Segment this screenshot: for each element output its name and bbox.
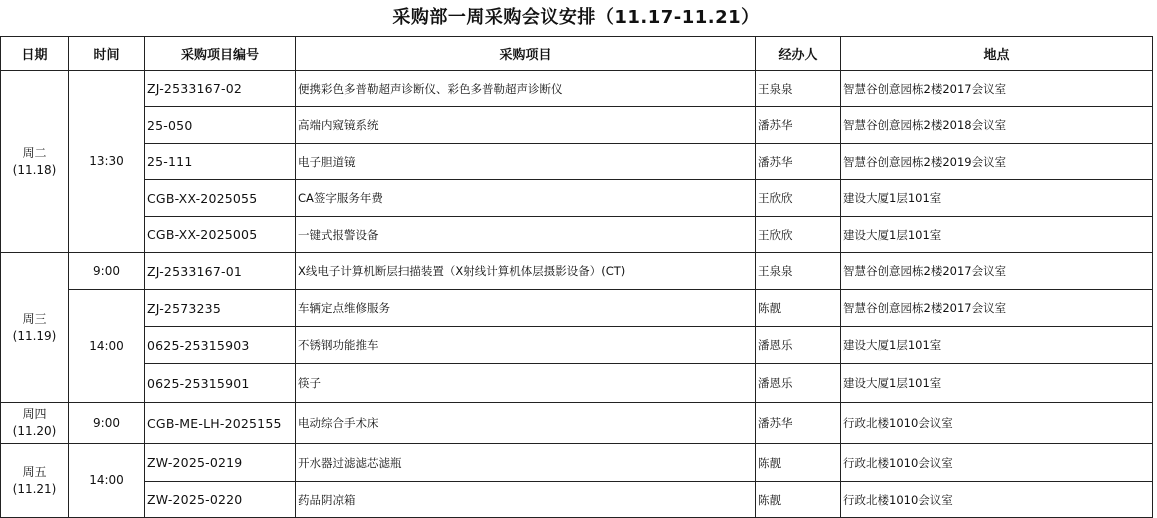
location-cell: 智慧谷创意园栋2楼2017会议室 (841, 253, 1153, 290)
project-item-cell: 一键式报警设备 (296, 217, 756, 253)
project-item-cell: 高端内窥镜系统 (296, 107, 756, 144)
table-row (1, 217, 1153, 253)
project-code-cell: ZJ-2533167-01 (145, 253, 296, 290)
location-cell: 建设大厦1层101室 (841, 327, 1153, 364)
table-body (1, 71, 1153, 518)
location-cell: 行政北楼1010会议室 (841, 482, 1153, 518)
table-row (1, 327, 1153, 364)
handler-cell: 王欣欣 (756, 180, 841, 217)
project-item-cell: 电动综合手术床 (296, 403, 756, 444)
meeting-schedule-table (0, 36, 1153, 518)
location-cell: 建设大厦1层101室 (841, 180, 1153, 217)
day-label: 周五 (22, 464, 47, 479)
project-code-cell: 0625-25315901 (145, 364, 296, 403)
day-label: 周二 (22, 145, 47, 160)
header-item: 采购项目 (296, 37, 756, 71)
handler-cell: 潘苏华 (756, 144, 841, 180)
header-row (1, 37, 1153, 71)
time-cell: 14:00 (69, 444, 145, 518)
table-row (1, 290, 1153, 327)
project-item-cell: 电子胆道镜 (296, 144, 756, 180)
time-cell: 13:30 (69, 71, 145, 253)
day-label: 周三 (22, 311, 47, 326)
handler-cell: 潘苏华 (756, 403, 841, 444)
handler-cell: 陈靓 (756, 482, 841, 518)
day-label: 周四 (22, 407, 47, 421)
day-date: (11.21) (12, 481, 57, 496)
location-cell: 行政北楼1010会议室 (841, 403, 1153, 444)
location-cell: 智慧谷创意园栋2楼2018会议室 (841, 107, 1153, 144)
header-person: 经办人 (756, 37, 841, 71)
table-row (1, 253, 1153, 290)
handler-cell: 王泉泉 (756, 71, 841, 107)
location-cell: 行政北楼1010会议室 (841, 444, 1153, 482)
time-cell: 9:00 (69, 403, 145, 444)
project-item-cell: 筷子 (296, 364, 756, 403)
project-code-cell: CGB-ME-LH-2025155 (145, 403, 296, 444)
day-date: (11.18) (12, 162, 57, 177)
project-code-cell: ZJ-2573235 (145, 290, 296, 327)
day-cell (1, 71, 69, 253)
project-item-cell: X线电子计算机断层扫描装置（X射线计算机体层摄影设备）(CT) (296, 253, 756, 290)
time-cell: 9:00 (69, 253, 145, 290)
table-row (1, 364, 1153, 403)
project-item-cell: 便携彩色多普勒超声诊断仪、彩色多普勒超声诊断仪 (296, 71, 756, 107)
table-row (1, 144, 1153, 180)
location-cell: 智慧谷创意园栋2楼2019会议室 (841, 144, 1153, 180)
header-date: 日期 (1, 37, 69, 71)
project-item-cell: CA签字服务年费 (296, 180, 756, 217)
handler-cell: 潘恩乐 (756, 327, 841, 364)
project-code-cell: ZW-2025-0220 (145, 482, 296, 518)
table-row (1, 180, 1153, 217)
day-date: (11.19) (12, 328, 57, 343)
header-location: 地点 (841, 37, 1153, 71)
location-cell: 智慧谷创意园栋2楼2017会议室 (841, 290, 1153, 327)
project-code-cell: ZW-2025-0219 (145, 444, 296, 482)
project-code-cell: 25-050 (145, 107, 296, 144)
header-time: 时间 (69, 37, 145, 71)
day-cell (1, 253, 69, 403)
project-code-cell: CGB-XX-2025005 (145, 217, 296, 253)
location-cell: 建设大厦1层101室 (841, 217, 1153, 253)
table-row (1, 71, 1153, 107)
project-code-cell: 0625-25315903 (145, 327, 296, 364)
handler-cell: 陈靓 (756, 290, 841, 327)
header-code: 采购项目编号 (145, 37, 296, 71)
table-row (1, 444, 1153, 482)
project-item-cell: 药品阴凉箱 (296, 482, 756, 518)
project-item-cell: 车辆定点维修服务 (296, 290, 756, 327)
table-row (1, 482, 1153, 518)
handler-cell: 潘恩乐 (756, 364, 841, 403)
table-row (1, 107, 1153, 144)
project-item-cell: 不锈钢功能推车 (296, 327, 756, 364)
page-title: 采购部一周采购会议安排（11.17-11.21） (392, 7, 760, 28)
day-cell (1, 444, 69, 518)
handler-cell: 潘苏华 (756, 107, 841, 144)
project-code-cell: 25-111 (145, 144, 296, 180)
project-item-cell: 开水器过滤滤芯滤瓶 (296, 444, 756, 482)
day-cell (1, 403, 69, 444)
table-header (1, 37, 1153, 71)
location-cell: 智慧谷创意园栋2楼2017会议室 (841, 71, 1153, 107)
location-cell: 建设大厦1层101室 (841, 364, 1153, 403)
handler-cell: 王欣欣 (756, 217, 841, 253)
handler-cell: 王泉泉 (756, 253, 841, 290)
handler-cell: 陈靓 (756, 444, 841, 482)
time-cell: 14:00 (69, 290, 145, 403)
table-row (1, 403, 1153, 444)
day-date: (11.20) (12, 424, 57, 438)
project-code-cell: ZJ-2533167-02 (145, 71, 296, 107)
project-code-cell: CGB-XX-2025055 (145, 180, 296, 217)
